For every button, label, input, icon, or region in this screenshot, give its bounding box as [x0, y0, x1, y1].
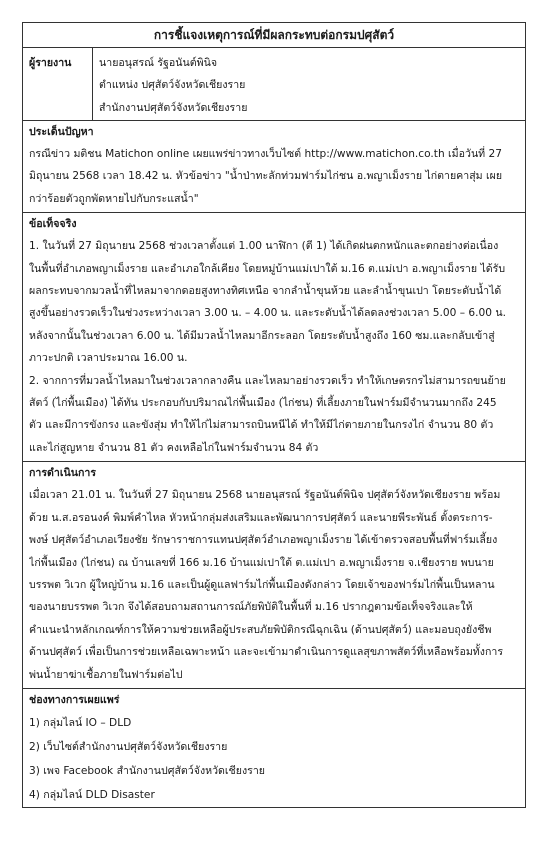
channel-item-line-io: 1) กลุ่มไลน์ IO – DLD [29, 716, 132, 729]
issue-section [23, 120, 525, 212]
facts-line: สูงขึ้นอย่างรวดเร็วในช่วงระหว่างเวลา 3.00 น. – 4.00 น. และระดับน้ำได้ลดลงช่วงเวลา 5.00 – 6.00 น. [29, 307, 506, 320]
channel-item-website: 2) เว็บไซต์สำนักงานปศุสัตว์จังหวัดเชียงราย [29, 740, 228, 753]
facts-line: ภาวะปกติ เวลาประมาณ 16.00 น. [29, 352, 188, 365]
issue-line: มิถุนายน 2568 เวลา 18.42 น. หัวข้อข่าว "น้ำป่าทะลักท่วมฟาร์มไก่ชน อ.พญาเม็งราย ไก่ตายคาสุ่ม เผย [29, 170, 503, 183]
facts-line: และไก่สูญหาย จำนวน 81 ตัว คงเหลือไก่ในฟาร์มจำนวน 84 ตัว [29, 441, 319, 454]
document-title: การชี้แจงเหตุการณ์ที่มีผลกระทบต่อกรมปศุสัตว์ [153, 28, 395, 42]
channels-heading: ช่องทางการเผยแพร่ [29, 693, 120, 706]
channel-item-facebook: 3) เพจ Facebook สำนักงานปศุสัตว์จังหวัดเชียงราย [29, 764, 265, 777]
actions-line: ของนายบรรพต วิเวก จึงได้สอบถามสถานการณ์ภัยพิบัติในพื้นที่ ม.16 ปรากฎตามข้อเท็จจริงและให้ [29, 601, 473, 614]
facts-line: หลังจากนั้นในช่วงเวลา 6.00 น. ได้มีมวลน้ำไหลมาอีกระลอก โดยระดับน้ำสูงถึง 160 ซม.และกลับเข้าสู่ [29, 329, 495, 342]
actions-heading: การดำเนินการ [29, 467, 97, 480]
facts-heading: ข้อเท็จจริง [29, 218, 77, 231]
actions-line: คำแนะนำหลักเกณฑ์การให้ความช่วยเหลือผู้ประสบภัยพิบัติกรณีฉุกเฉิน (ด้านปศุสัตว์) และมอบถุงยังชีพ [29, 623, 492, 636]
reporter-position: ตำแหน่ง ปศุสัตว์จังหวัดเชียงราย [99, 79, 246, 92]
issue-line: กว่าร้อยตัวถูกพัดหายไปกับกระแสน้ำ" [29, 192, 199, 205]
actions-line: ด้านปศุสัตว์ เพื่อเป็นการช่วยเหลือเฉพาะหน้า และจะเข้ามาดำเนินการดูแลสุขภาพสัตว์ที่เหลือพร้อมทั้งการ [29, 646, 504, 659]
actions-line: พ่นน้ำยาฆ่าเชื้อภายในฟาร์มต่อไป [29, 668, 183, 681]
facts-line: ผลกระทบจากมวลน้ำที่ไหลมาจากดอยสูงทางทิศเหนือ จากลำน้ำขุนห้วย และลำน้ำขุนเปา โดยระดับน้ำได้ [29, 285, 502, 298]
facts-body [23, 235, 525, 461]
actions-line: บรรพต วิเวก ผู้ใหญ่บ้าน ม.16 และเป็นผู้ดูแลฟาร์มไก่พื้นเมืองดังกล่าว โดยเจ้าของฟาร์มไก่พื้นเป็นหลาน [29, 578, 495, 591]
actions-line: พงษ์ ปศุสัตว์อำเภอเวียงชัย รักษาราชการแทนปศุสัตว์อำเภอพญาเม็งราย ได้เข้าตรวจสอบพื้นที่ฟาร์มเลี้ยง [29, 534, 498, 547]
facts-line: 2. จากการที่มวลน้ำไหลมาในช่วงเวลากลางคืน และไหลมาอย่างรวดเร็ว ทำให้เกษตรกรไม่สามารถขนย้าย [29, 374, 506, 387]
channel-item-line-disaster: 4) กลุ่มไลน์ DLD Disaster [29, 788, 155, 801]
reporter-row [23, 47, 525, 120]
reporter-label: ผู้รายงาน [23, 48, 93, 120]
actions-line: ไก่พื้นเมือง (ไก่ชน) ณ บ้านเลขที่ 166 ม.16 บ้านแม่เปาใต้ ต.แม่เปา อ.พญาเม็งราย จ.เชียงราย พบนาย [29, 556, 494, 569]
issue-line: กรณีข่าว มติชน Matichon online เผยแพร่ข่าวทางเว็บไซต์ http://www.matichon.co.th เมื่อวันที่ 27 [29, 148, 503, 160]
facts-line: 1. ในวันที่ 27 มิถุนายน 2568 ช่วงเวลาตั้งแต่ 1.00 นาฬิกา (ตี 1) ได้เกิดฝนตกหนักและตกอย่างต่อเนื่อง [29, 240, 499, 253]
reporter-details [93, 48, 253, 120]
actions-line: เมื่อเวลา 21.01 น. ในวันที่ 27 มิถุนายน 2568 นายอนุสรณ์ รัฐอนันต์พินิจ ปศุสัตว์จังหวัดเชียงราย พร้อม [29, 489, 501, 502]
actions-section [23, 461, 525, 688]
channels-section [23, 688, 525, 807]
issue-body [23, 143, 525, 212]
reporter-name: นายอนุสรณ์ รัฐอนันต์พินิจ [99, 57, 218, 69]
actions-line: ด้วย น.ส.อรอนงค์ พิมพ์คำไหล หัวหน้ากลุ่มส่งเสริมและพัฒนาการปศุสัตว์ และนายพีระพันธ์ ตั้งตระการ- [29, 511, 493, 524]
facts-line: ในพื้นที่อำเภอพญาเม็งราย และอำเภอใกล้เคียง โดยหมู่บ้านแม่เปาใต้ ม.16 ต.แม่เปา อ.พญาเม็งราย ได้รับ [29, 262, 506, 275]
facts-line: ตัว และมีการขังกรง และขังสุ่ม ทำให้ไก่ไม่สามารถบินหนีได้ ทำให้มีไก่ตายภายในกรงไก่ จำนวน 80 ตัว [29, 419, 494, 432]
reporter-office: สำนักงานปศุสัตว์จังหวัดเชียงราย [99, 101, 248, 114]
actions-body [23, 484, 525, 688]
report-table [22, 22, 526, 808]
issue-heading: ประเด็นปัญหา [29, 126, 94, 138]
facts-section [23, 212, 525, 461]
facts-line: สัตว์ (ไก่พื้นเมือง) ได้ทัน ประกอบกับปริมาณไก่พื้นเมือง (ไก่ชน) ที่เลี้ยงภายในฟาร์มมีจำนวนมากถึง 245 [29, 397, 497, 410]
